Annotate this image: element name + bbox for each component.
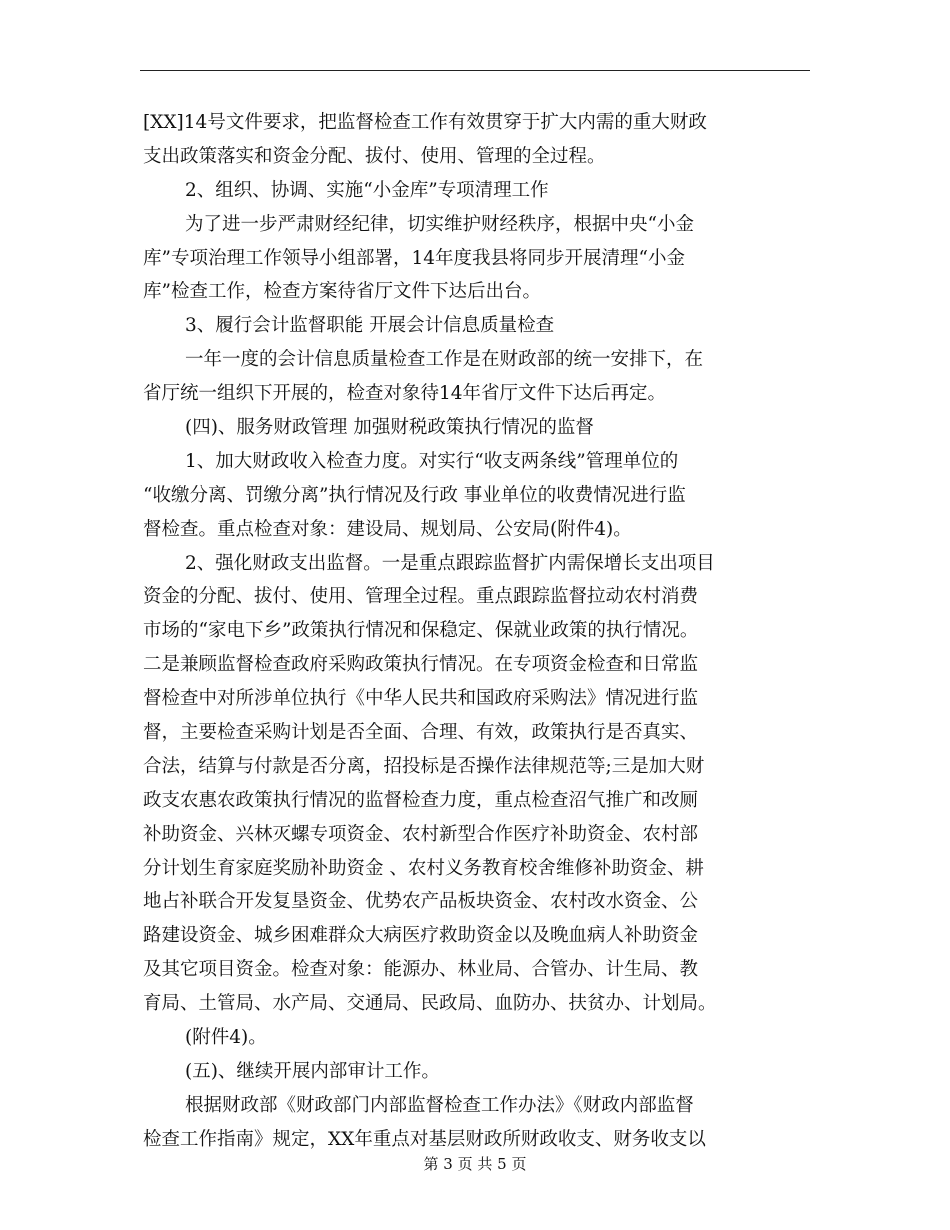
text-line: 合法，结算与付款是否分离，招投标是否操作法律规范等;三是加大财: [143, 755, 705, 777]
text-line: 1、加大财政收入检查力度。对实行“收支两条线”管理单位的: [185, 450, 679, 472]
text-line: 资金的分配、拔付、使用、管理全过程。重点跟踪监督拉动农村消费: [143, 586, 699, 608]
text-line: “收缴分离、罚缴分离”执行情况及行政 事业单位的收费情况进行监: [143, 484, 686, 506]
text-line: 政支农惠农政策执行情况的监督检查力度，重点检查沼气推广和改厕: [143, 789, 699, 811]
text-line: 3、履行会计监督职能 开展会计信息质量检查: [185, 315, 555, 337]
page-footer: 第 3 页 共 5 页: [423, 1155, 527, 1173]
document-body: [143, 106, 807, 1157]
text-line: 2、强化财政支出监督。一是重点跟踪监督扩内需保增长支出项目: [185, 552, 715, 574]
text-line: 及其它项目资金。检查对象：能源办、林业局、合管办、计生局、教: [143, 959, 699, 981]
text-line: 分计划生育家庭奖励补助资金 、农村义务教育校舍维修补助资金、耕: [143, 857, 704, 879]
text-line: 2、组织、协调、实施“小金库”专项清理工作: [185, 179, 549, 201]
text-line: 督检查中对所涉单位执行《中华人民共和国政府采购法》情况进行监: [143, 688, 699, 710]
text-line: 检查工作指南》规定，XX年重点对基层财政所财政收支、财务收支以: [143, 1128, 706, 1150]
text-line: 市场的“家电下乡”政策执行情况和保稳定、保就业政策的执行情况。: [143, 620, 699, 642]
text-line: 一年一度的会计信息质量检查工作是在财政部的统一安排下，在: [185, 349, 704, 371]
text-line: 根据财政部《财政部门内部监督检查工作办法》《财政内部监督: [185, 1094, 694, 1116]
text-line: 地占补联合开发复垦资金、优势农产品板块资金、农村改水资金、公: [143, 891, 699, 913]
text-line: 支出政策落实和资金分配、拔付、使用、管理的全过程。: [143, 145, 606, 167]
text-line: 库”检查工作，检查方案待省厅文件下达后出台。: [143, 281, 541, 303]
text-line: 补助资金、兴林灭螺专项资金、农村新型合作医疗补助资金、农村部: [143, 823, 699, 845]
text-line: 育局、土管局、水产局、交通局、民政局、血防办、扶贫办、计划局。: [143, 993, 717, 1015]
text-line: 路建设资金、城乡困难群众大病医疗救助资金以及晚血病人补助资金: [143, 925, 699, 947]
text-line: 二是兼顾监督检查政府采购政策执行情况。在专项资金检查和日常监: [143, 654, 699, 676]
text-line: (四)、服务财政管理 加强财税政策执行情况的监督: [185, 417, 594, 439]
text-line: (附件4)。: [185, 1027, 267, 1049]
text-line: 督检查。重点检查对象：建设局、规划局、公安局(附件4)。: [143, 518, 632, 540]
text-line: (五)、继续开展内部审计工作。: [185, 1060, 440, 1082]
text-line: 为了进一步严肃财经纪律，切实维护财经秩序，根据中央“小金: [185, 213, 694, 235]
text-line: 省厅统一组织下开展的，检查对象待14年省厅文件下达后再定。: [143, 383, 667, 405]
text-line: 库”专项治理工作领导小组部署，14年度我县将同步开展清理“小金: [143, 247, 685, 269]
text-line: [XX]14号文件要求，把监督检查工作有效贯穿于扩大内需的重大财政: [143, 112, 707, 133]
header-rule: [140, 70, 810, 71]
text-line: 督，主要检查采购计划是否全面、合理、有效，政策执行是否真实、: [143, 722, 699, 744]
